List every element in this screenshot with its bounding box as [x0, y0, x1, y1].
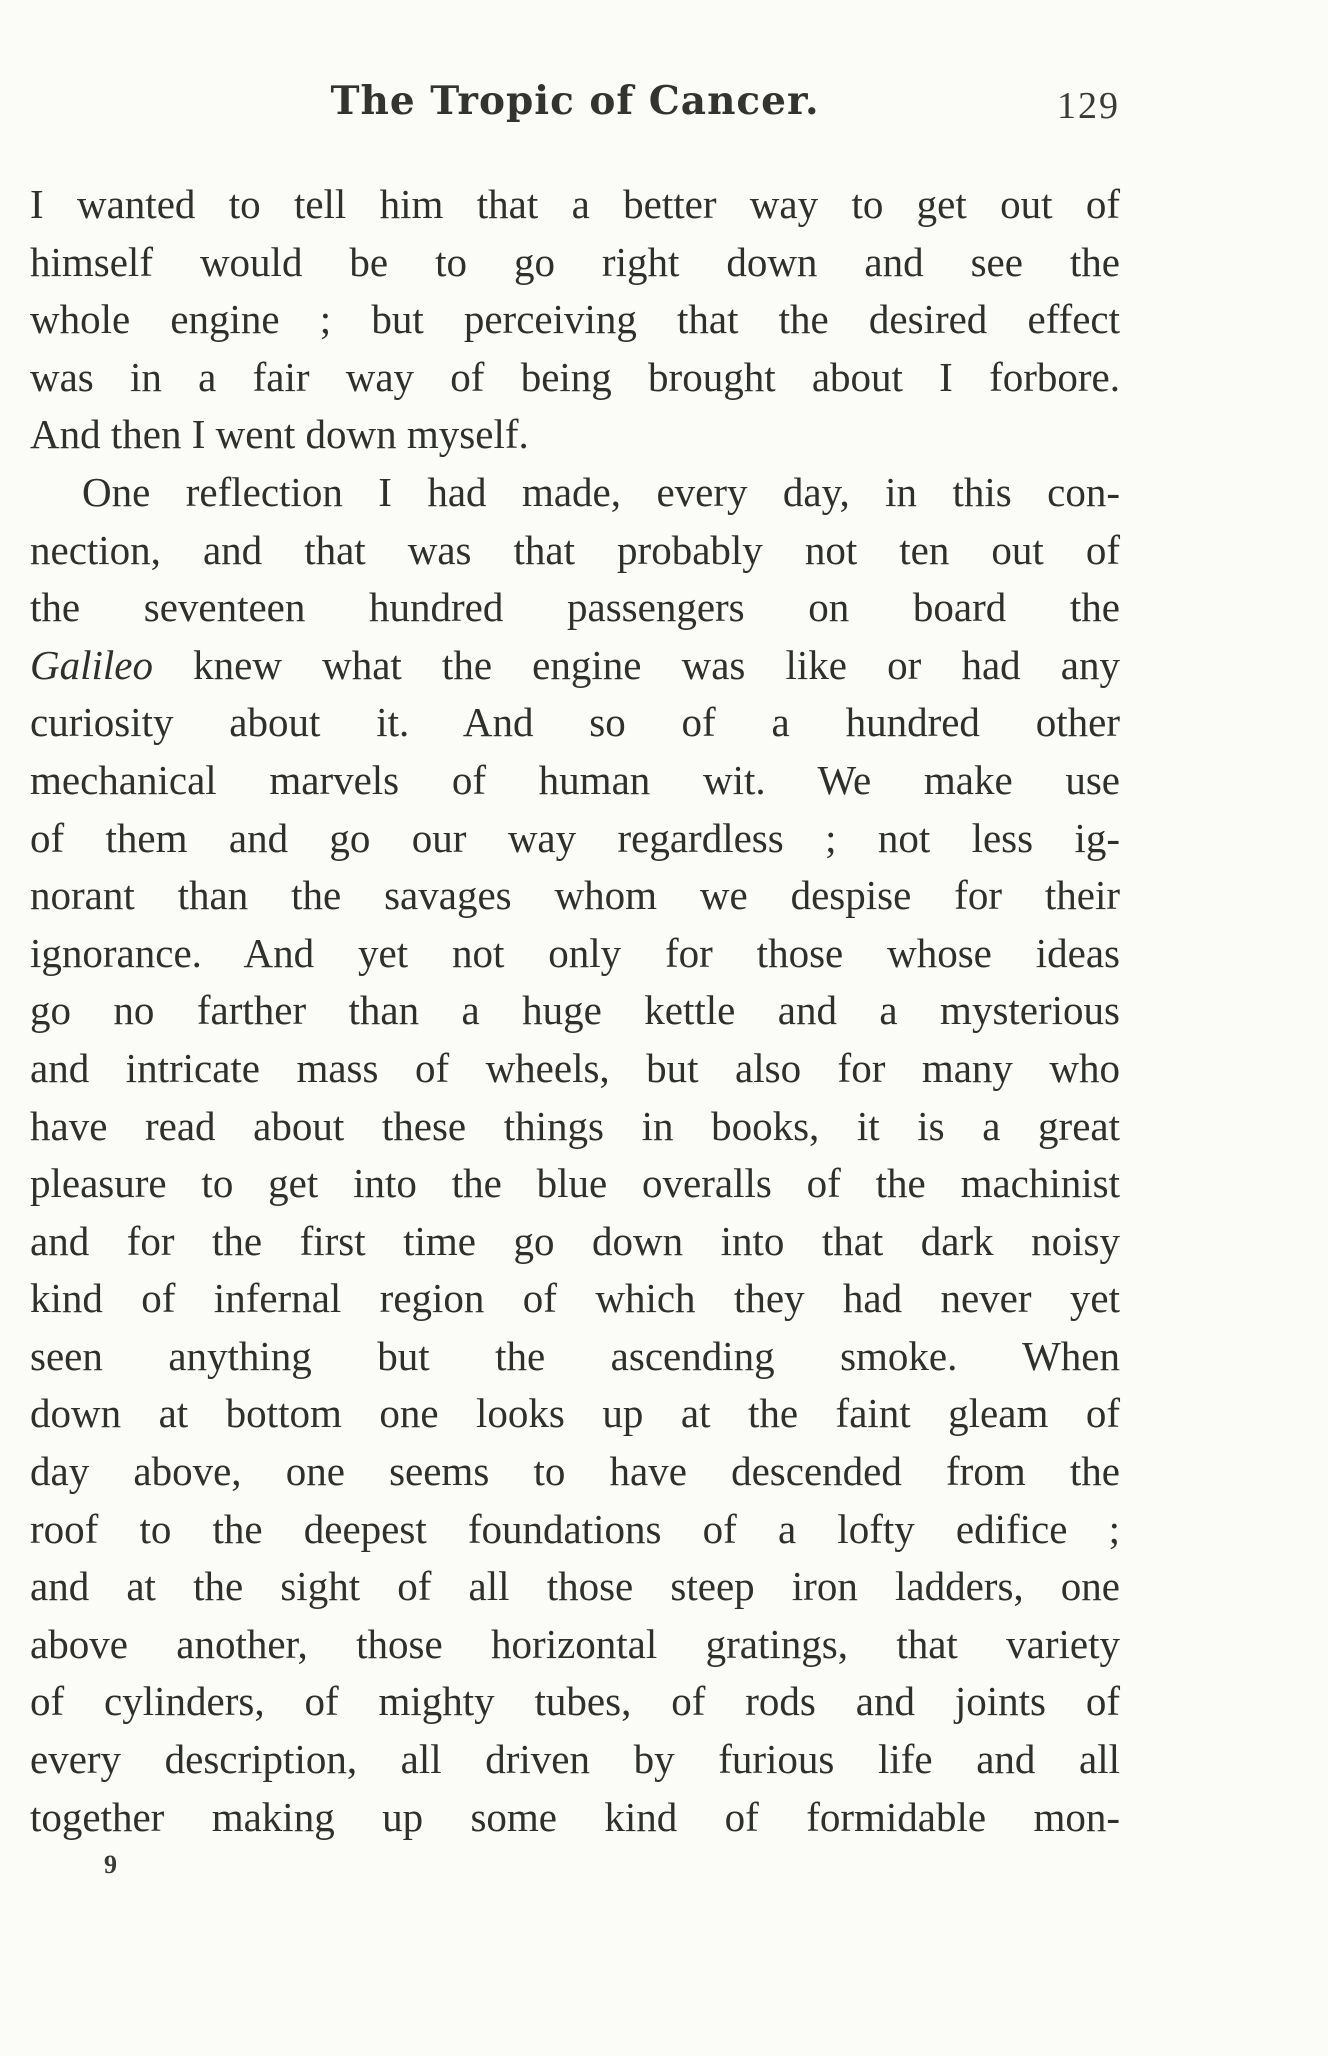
text-line: of them and go our way regardless ; not less ig- [30, 814, 1120, 861]
text-line: I wanted to tell him that a better way to get out of [30, 181, 1120, 227]
text-line: every description, all driven by furious life and all [30, 1736, 1120, 1783]
text-line: go no farther than a huge kettle and a mysterious [30, 987, 1120, 1034]
text-line: day above, one seems to have descended from the [30, 1448, 1120, 1495]
text-line: norant than the savages whom we despise for their [30, 872, 1120, 919]
text-line: seen anything but the ascending smoke. When [30, 1332, 1120, 1379]
text-line: And then I went down myself. [30, 411, 529, 458]
text-line: mechanical marvels of human wit. We make use [30, 756, 1120, 803]
text-line: and intricate mass of wheels, but also for many who [30, 1044, 1120, 1091]
text-line: have read about these things in books, it is a great [30, 1102, 1120, 1149]
ship-line-rest: knew what the engine was like or had any [152, 641, 1120, 688]
text-line: was in a fair way of being brought about I forbore. [30, 353, 1120, 400]
text-line: and at the sight of all those steep iron ladders, one [30, 1563, 1120, 1610]
text-line: roof to the deepest foundations of a lofty edifice ; [30, 1505, 1120, 1552]
text-line: of cylinders, of mighty tubes, of rods and joints of [30, 1678, 1120, 1725]
running-head [30, 70, 1120, 140]
text-line: nection, and that was that probably not ten out of [30, 526, 1120, 573]
text-line: pleasure to get into the blue overalls of the machinist [30, 1160, 1120, 1207]
text-line: One reflection I had made, every day, in this con- [82, 468, 1120, 515]
page-number: 129 [1057, 85, 1120, 127]
page-title: The Tropic of Cancer. [330, 78, 820, 124]
text-line: together making up some kind of formidable mon- [30, 1793, 1120, 1840]
text-line: the seventeen hundred passengers on board the [30, 584, 1120, 631]
text-line: whole engine ; but perceiving that the desired effect [30, 296, 1120, 343]
ship-name-italic: Galileo [30, 641, 153, 688]
text-line: down at bottom one looks up at the faint gleam of [30, 1390, 1120, 1437]
text-line: curiosity about it. And so of a hundred other [30, 699, 1120, 746]
text-line: himself would be to go right down and see the [30, 238, 1120, 285]
text-line: kind of infernal region of which they had never yet [30, 1275, 1120, 1322]
signature-mark: 9 [104, 1850, 117, 1879]
text-line: and for the first time go down into that dark noisy [30, 1217, 1120, 1264]
body-text [30, 176, 1120, 1846]
text-line: ignorance. And yet not only for those whose ideas [30, 929, 1120, 976]
text-line-ship-name [30, 637, 1120, 695]
text-line: above another, those horizontal gratings, that variety [30, 1620, 1120, 1667]
